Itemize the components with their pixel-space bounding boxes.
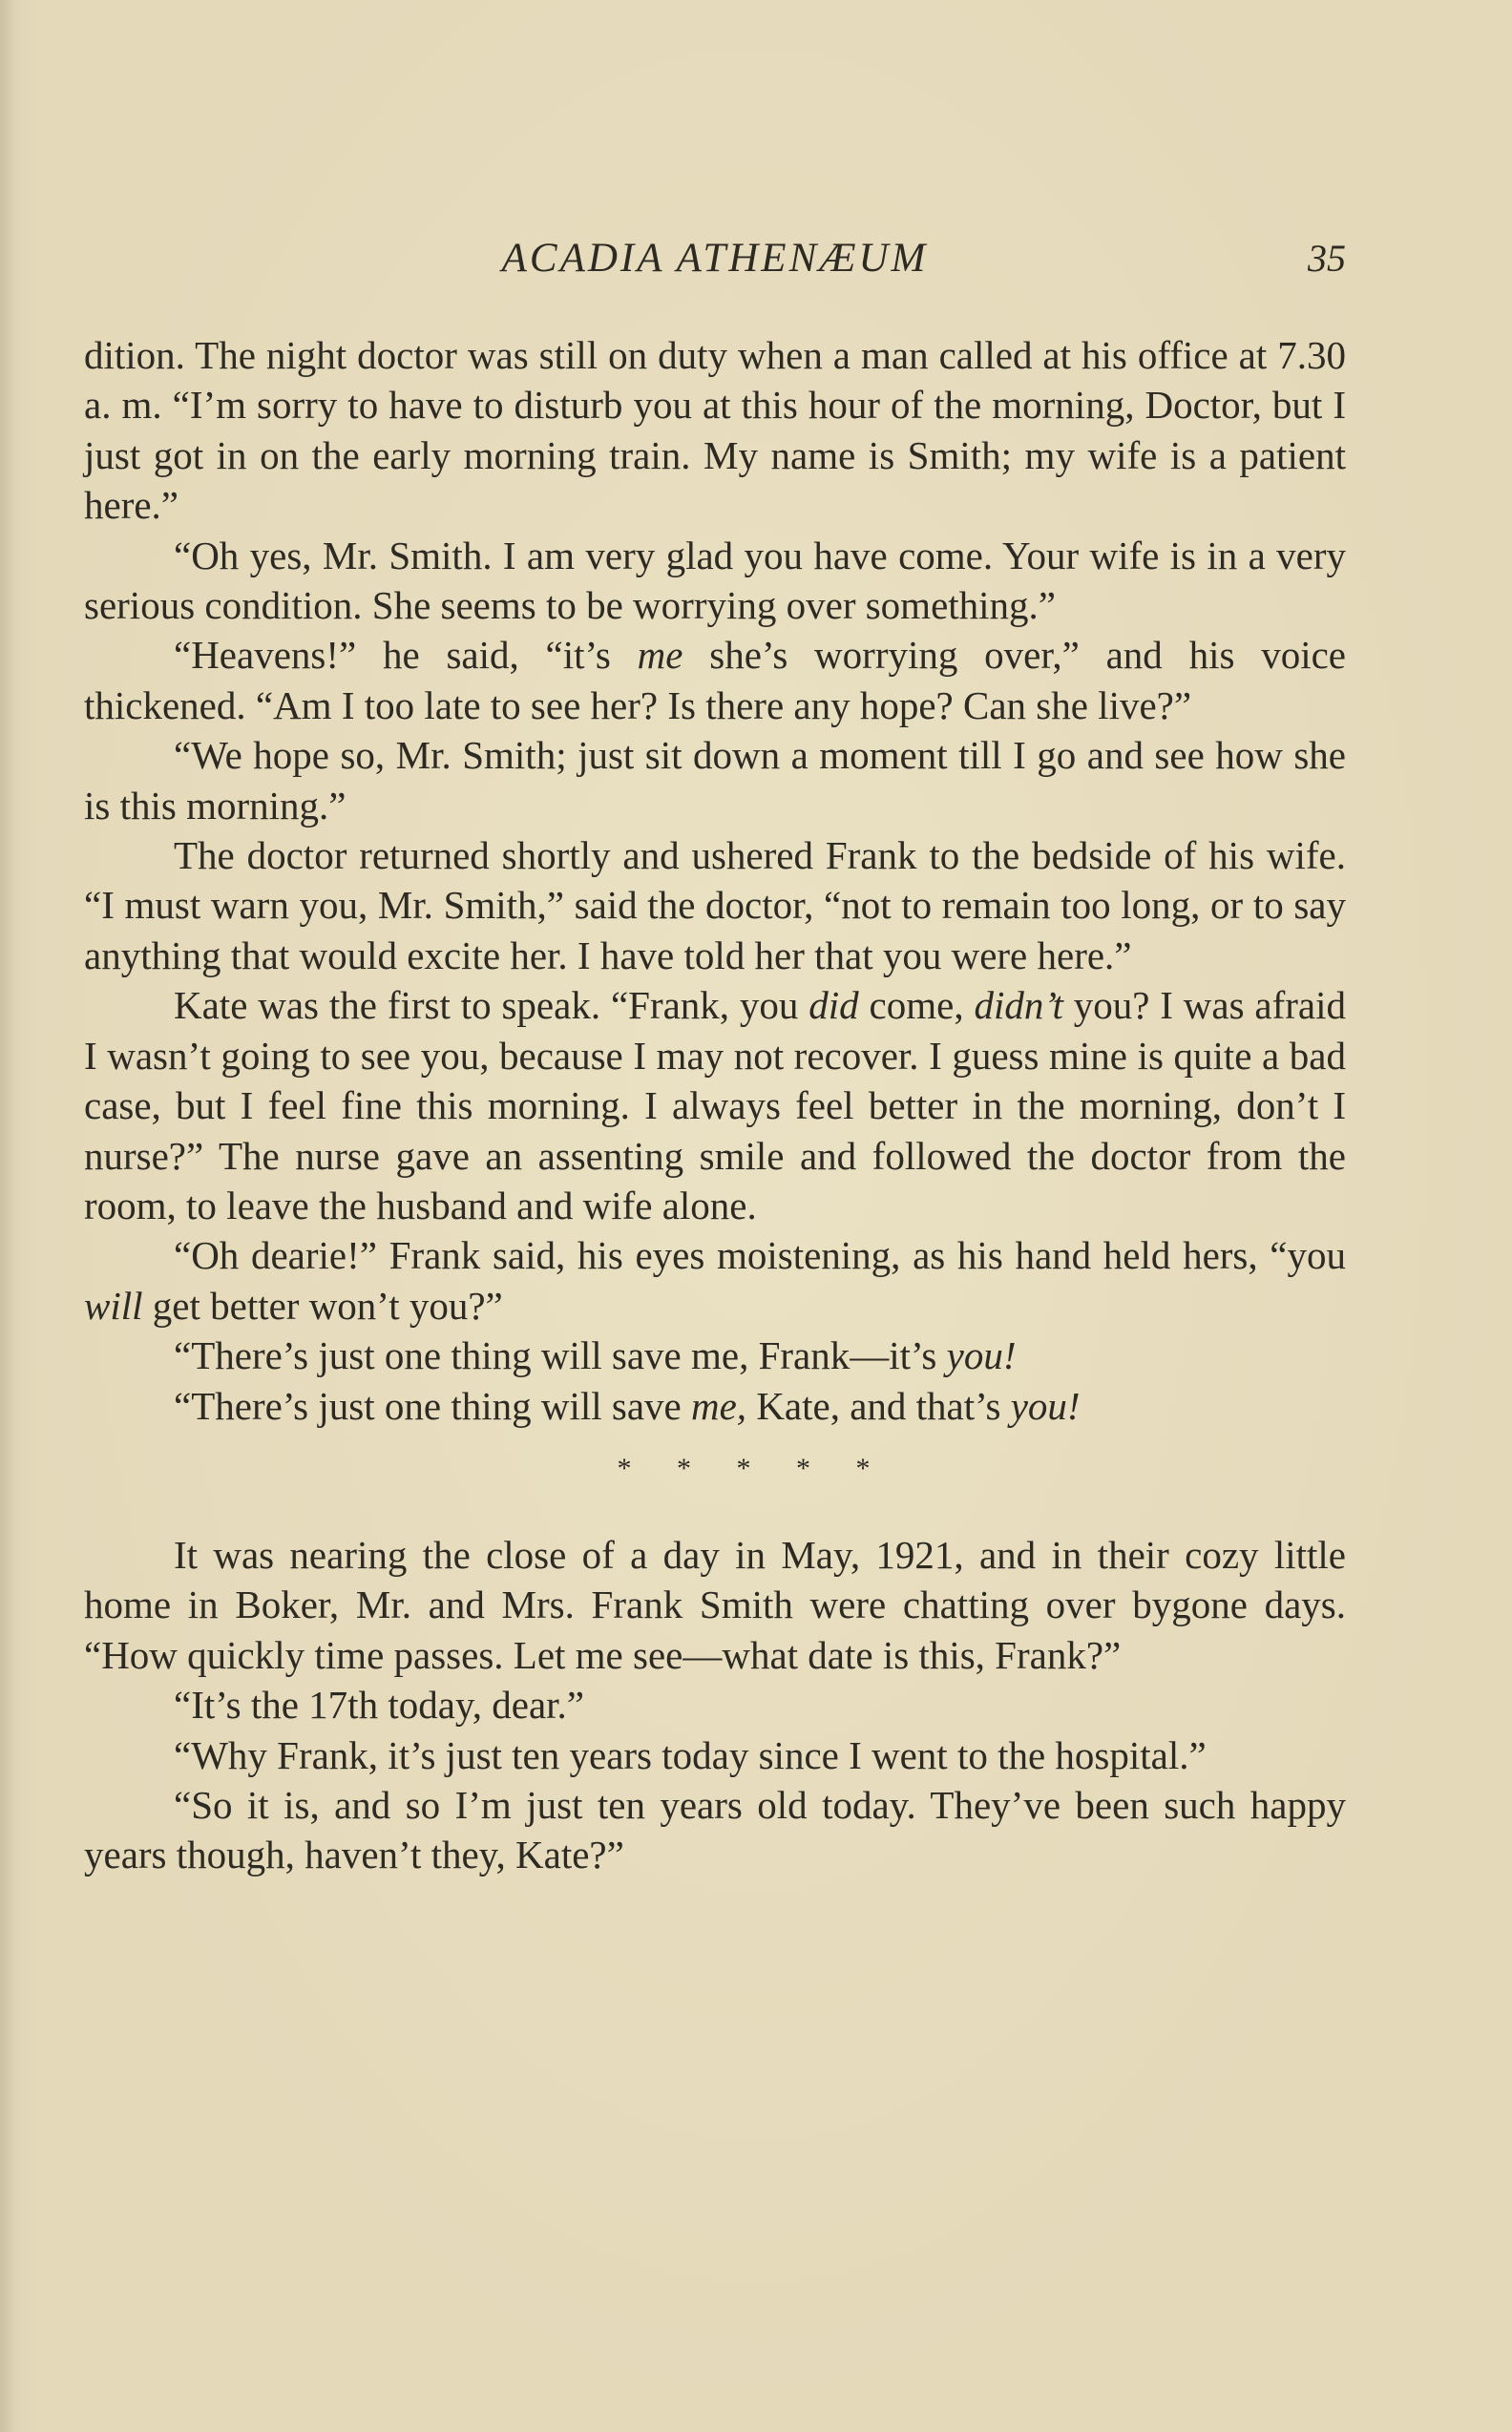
text-run: dition. The night doctor was still on duty when a man called at his office at 7.30 a. m. “I’m sorry to have to disturb you at this hour of the morning, Doctor, but I just got in on the early morning train. My name is Smith; my wife is a patient here.”: [84, 333, 1346, 528]
italic-text: didn’t: [974, 983, 1063, 1028]
italic-text: will: [84, 1283, 143, 1328]
paragraph: [84, 1780, 1346, 1880]
italic-text: did: [808, 983, 859, 1028]
text-run: “There’s just one thing will save: [174, 1383, 691, 1428]
text-run: Kate was the first to speak. “Frank, you: [174, 983, 809, 1028]
italic-text: you!: [946, 1333, 1017, 1378]
text-run: “Why Frank, it’s just ten years today since I went to the hospital.”: [174, 1732, 1207, 1777]
text-run: “We hope so, Mr. Smith; just sit down a moment till I go and see how she is this morning.”: [84, 733, 1346, 828]
paragraph: [84, 1680, 1346, 1730]
text-run: Kate, and that’s: [746, 1383, 1011, 1428]
paragraph: [84, 1381, 1346, 1431]
paragraph: [84, 1530, 1346, 1680]
text-run: “So it is, and so I’m just ten years old today. They’ve been such happy years though, haven’t they, Kate?”: [84, 1782, 1346, 1877]
page-number: 35: [1308, 237, 1346, 280]
paragraph: [84, 830, 1346, 980]
italic-text: me: [637, 633, 683, 678]
italic-text: me,: [691, 1383, 747, 1428]
running-title: ACADIA ATHENÆUM: [501, 236, 929, 281]
text-run: It was nearing the close of a day in May, 1921, and in their cozy little home in Boker, Mr. and Mrs. Frank Smith were chatting over bygone days. “How quickly time passes. Let me see—what date is this, Frank?”: [84, 1532, 1346, 1677]
paragraph: [84, 730, 1346, 830]
paragraph: [84, 531, 1346, 631]
text-run: you? I was afraid I wasn’t going to see you, because I may not recover. I guess mine is quite a bad case, but I feel fine this morning. I always feel better in the morning, don’t I nurse?” The nurse gave an assenting smile and followed the doctor from the room, to leave the husband and wife alone.: [84, 983, 1346, 1227]
italic-text: you!: [1010, 1383, 1081, 1428]
page-header: [84, 225, 1346, 292]
text-run: “There’s just one thing will save me, Frank—it’s: [174, 1333, 947, 1378]
paragraph: [84, 330, 1346, 531]
paragraph: [84, 1230, 1346, 1331]
text-run: come,: [858, 983, 975, 1028]
text-run: “Heavens!” he said, “it’s: [174, 633, 638, 678]
text-run: The doctor returned shortly and ushered Frank to the bedside of his wife. “I must warn you, Mr. Smith,” said the doctor, “not to remain too long, or to say anything that would excite her. I have told her that you were here.”: [84, 833, 1346, 977]
paragraph: [84, 1730, 1346, 1780]
section-separator: * * * * *: [617, 1452, 871, 1484]
text-run: “Oh yes, Mr. Smith. I am very glad you have come. Your wife is in a very serious condition. She seems to be worrying over something.”: [84, 533, 1346, 628]
paragraph: [84, 630, 1346, 730]
paragraph: [84, 980, 1346, 1230]
text-run: get better won’t you?”: [142, 1283, 503, 1328]
text-run: “It’s the 17th today, dear.”: [174, 1683, 584, 1728]
text-run: she’s worrying over,” and his voice thickened. “Am I too late to see her? Is there any hope? Can she live?”: [84, 633, 1346, 727]
body-text: [84, 330, 1346, 1880]
paragraph: [84, 1331, 1346, 1380]
text-run: “Oh dearie!” Frank said, his eyes moistening, as his hand held hers, “you: [174, 1233, 1346, 1278]
